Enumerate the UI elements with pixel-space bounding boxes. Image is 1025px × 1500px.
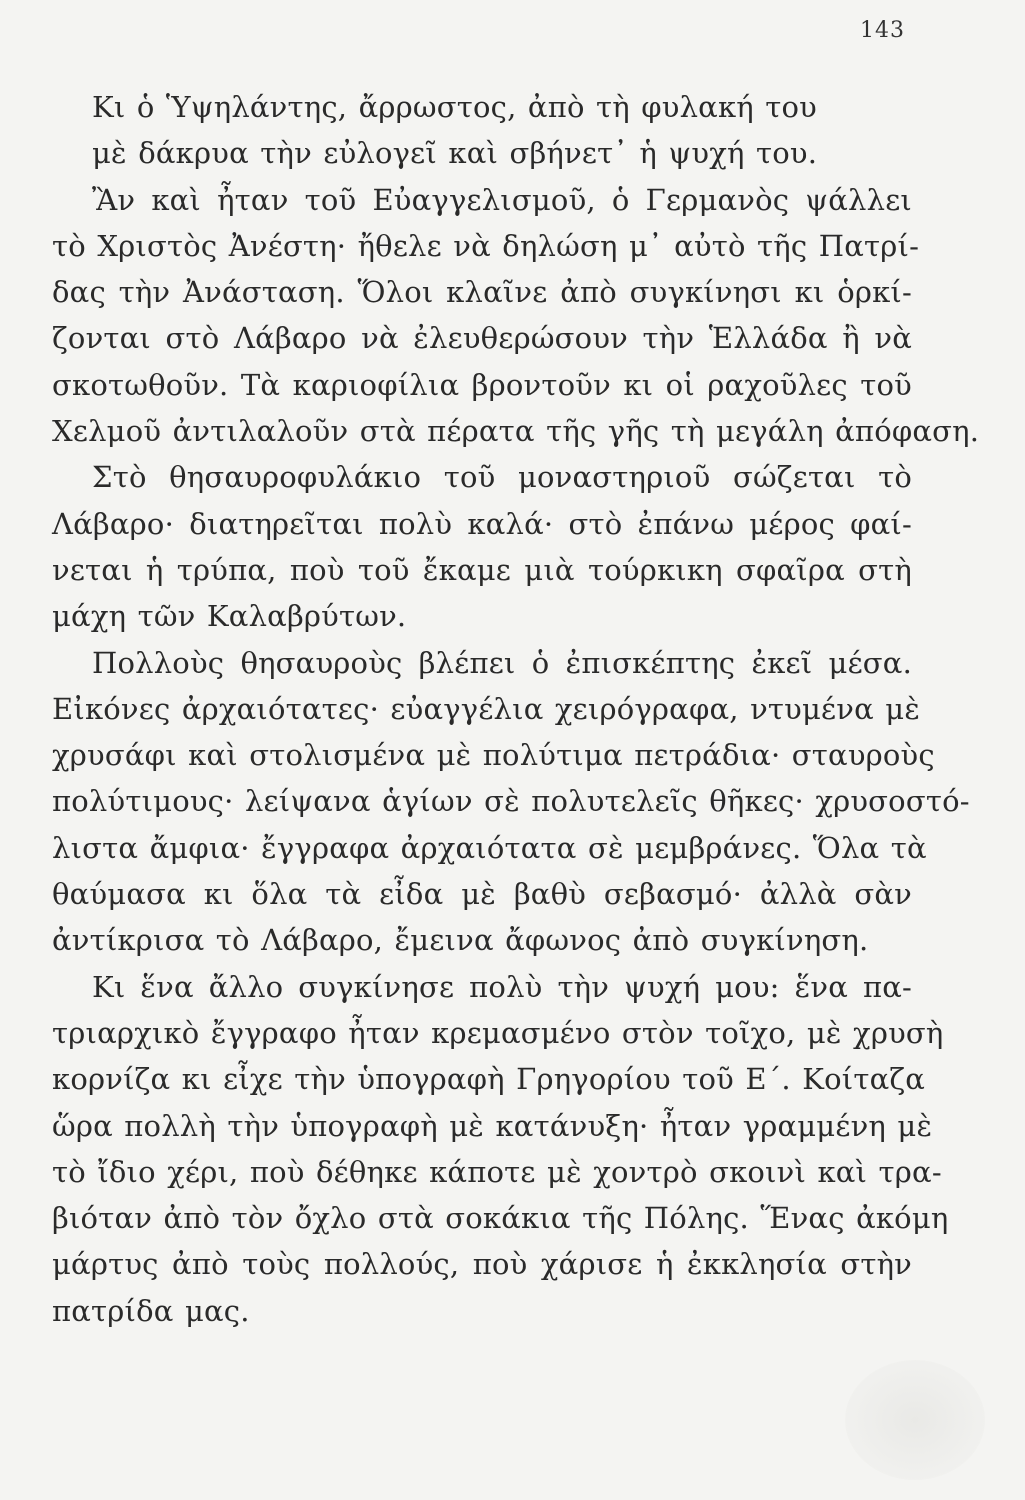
page-number: 143 xyxy=(860,18,905,43)
text-line: μάρτυς ἀπὸ τοὺς πολλούς, ποὺ χάρισε ἡ ἐκκλησία στὴν xyxy=(52,1247,912,1282)
text-line: χρυσάφι καὶ στολισμένα μὲ πολύτιμα πετράδια· σταυροὺς xyxy=(52,738,935,773)
text-line: ἀντίκρισα τὸ Λάβαρο, ἔμεινα ἄφωνος ἀπὸ συγκίνηση. xyxy=(52,923,869,958)
text-line: Κι ὁ Ὑψηλάντης, ἄρρωστος, ἀπὸ τὴ φυλακή του xyxy=(92,90,818,124)
text-line: Πολλοὺς θησαυροὺς βλέπει ὁ ἐπισκέπτης ἐκεῖ μέσα. xyxy=(92,645,912,680)
text-line: ὥρα πολλὴ τὴν ὑπογραφὴ μὲ κατάνυξη· ἦταν γραμμένη μὲ xyxy=(52,1108,933,1143)
text-line: τὸ ἴδιο χέρι, ποὺ δέθηκε κάποτε μὲ χοντρὸ σκοινὶ καὶ τρα- xyxy=(52,1154,942,1189)
text-line: λιστα ἄμφια· ἔγγραφα ἀρχαιότατα σὲ μεμβράνες. Ὅλα τὰ xyxy=(52,830,927,865)
text-line: Χελμοῦ ἀντιλαλοῦν στὰ πέρατα τῆς γῆς τὴ μεγάλη ἀπόφαση. xyxy=(52,414,980,449)
text-line: πατρίδα μας. xyxy=(52,1293,250,1328)
text-line: τὸ Χριστὸς Ἀνέστη· ἤθελε νὰ δηλώση μ᾽ αὐτὸ τῆς Πατρί- xyxy=(52,228,920,263)
text-line: μὲ δάκρυα τὴν εὐλογεῖ καὶ σβήνετ᾽ ἡ ψυχή του. xyxy=(92,136,818,171)
text-line: ζονται στὸ Λάβαρο νὰ ἐλευθερώσουν τὴν Ἑλλάδα ἢ νὰ xyxy=(52,321,912,356)
text-line: θαύμασα κι ὅλα τὰ εἶδα μὲ βαθὺ σεβασμό· ἀλλὰ σὰν xyxy=(52,877,912,912)
text-line: μάχη τῶν Καλαβρύτων. xyxy=(52,599,407,634)
text-line: Κι ἕνα ἄλλο συγκίνησε πολὺ τὴν ψυχή μου: ἕνα πα- xyxy=(92,969,912,1004)
text-line: Ἂν καὶ ἦταν τοῦ Εὐαγγελισμοῦ, ὁ Γερμανὸς ψάλλει xyxy=(92,182,912,217)
text-line: τριαρχικὸ ἔγγραφο ἦταν κρεμασμένο στὸν τοῖχο, μὲ χρυσὴ xyxy=(52,1015,944,1050)
text-line: Εἰκόνες ἀρχαιότατες· εὐαγγέλια χειρόγραφα, ντυμένα μὲ xyxy=(52,691,921,726)
text-line: Στὸ θησαυροφυλάκιο τοῦ μοναστηριοῦ σώζεται τὸ xyxy=(92,460,912,495)
body-text xyxy=(52,84,980,1334)
text-line: δας τὴν Ἀνάσταση. Ὅλοι κλαῖνε ἀπὸ συγκίνησι κι ὁρκί- xyxy=(52,275,912,310)
text-line: σκοτωθοῦν. Τὰ καριοφίλια βροντοῦν κι οἱ ραχοῦλες τοῦ xyxy=(52,367,912,402)
text-line: Λάβαρο· διατηρεῖται πολὺ καλά· στὸ ἐπάνω μέρος φαί- xyxy=(52,506,912,541)
text-line: νεται ἡ τρύπα, ποὺ τοῦ ἔκαμε μιὰ τούρκικη σφαῖρα στὴ xyxy=(52,552,912,587)
paper-stain xyxy=(845,1360,985,1480)
text-line: κορνίζα κι εἶχε τὴν ὑπογραφὴ Γρηγορίου τοῦ Ε΄. Κοίταζα xyxy=(52,1062,926,1097)
text-line: βιόταν ἀπὸ τὸν ὄχλο στὰ σοκάκια τῆς Πόλης. Ἕνας ἀκόμη xyxy=(52,1201,949,1236)
text-line: πολύτιμους· λείψανα ἁγίων σὲ πολυτελεῖς θῆκες· χρυσοστό- xyxy=(52,784,970,819)
